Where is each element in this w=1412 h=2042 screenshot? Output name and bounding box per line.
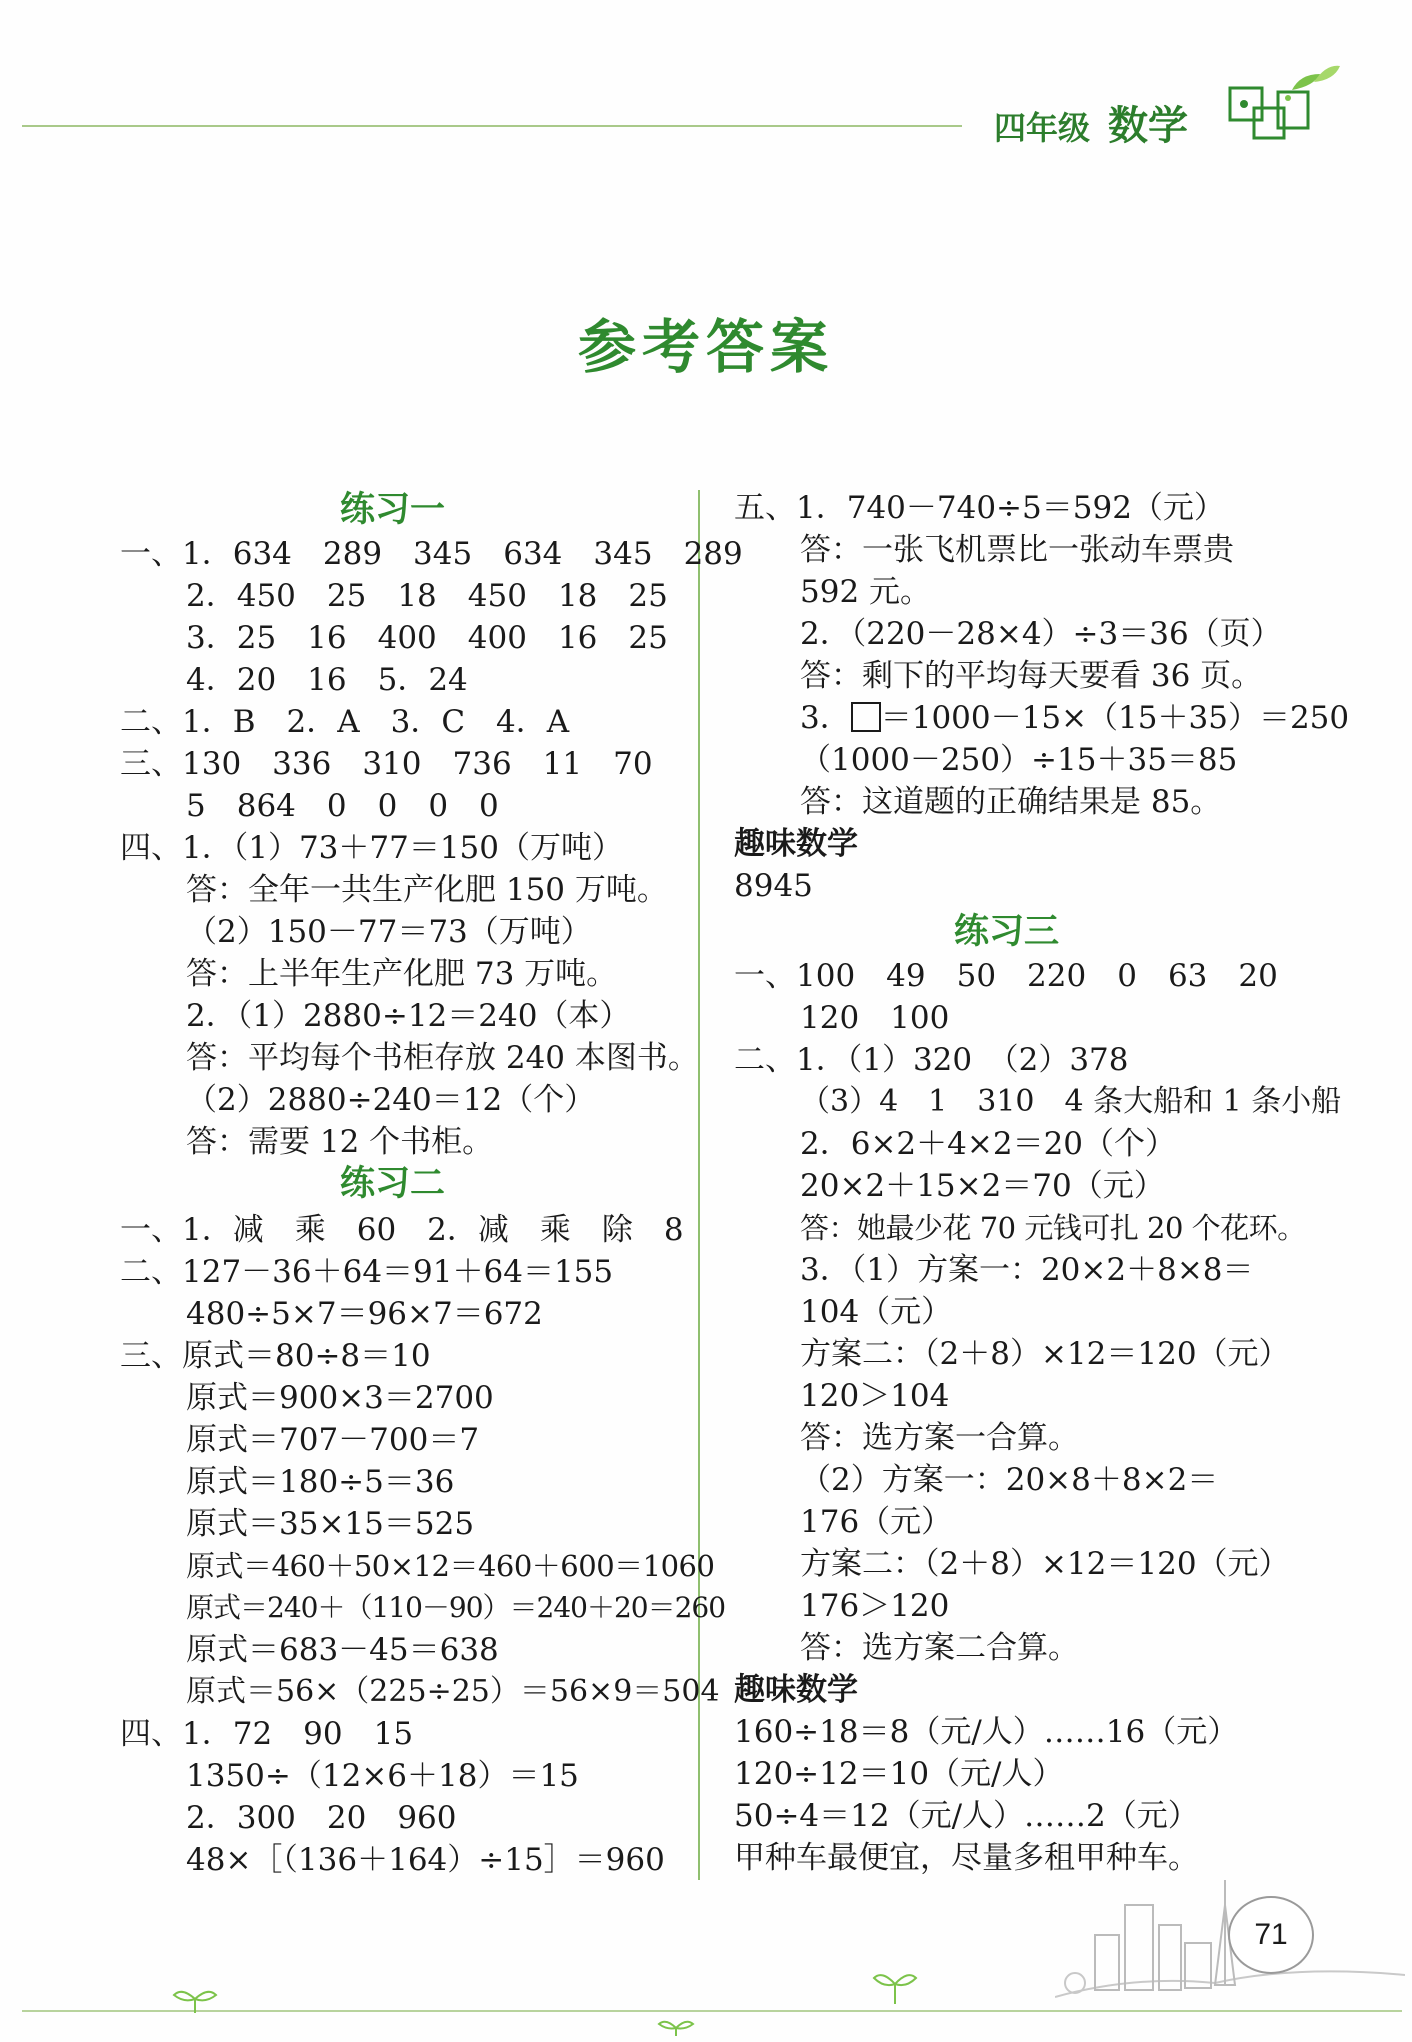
answer-line: 方案二：（2＋8）×12＝120（元） xyxy=(800,1546,1290,1582)
answer-line: 五、1．740－740÷5＝592（元） xyxy=(734,490,1225,526)
answer-line: 50÷4＝12（元/人）……2（元） xyxy=(734,1798,1199,1834)
answer-line: （2）2880÷240＝12（个） xyxy=(186,1082,596,1118)
answer-line: 原式＝180÷5＝36 xyxy=(186,1464,455,1500)
answer-line: 二、127－36＋64＝91＋64＝155 xyxy=(120,1254,614,1290)
grade-label: 四年级 xyxy=(994,109,1091,147)
sprout-icon xyxy=(656,2016,696,2038)
question-number: 3． xyxy=(800,700,851,736)
answer-line: 120＞104 xyxy=(800,1378,950,1414)
equation-text: ＝1000－15×（15＋35）＝250 xyxy=(880,700,1350,736)
answer-line: 592 元。 xyxy=(800,574,932,610)
answer-line: 2．300 20 960 xyxy=(186,1800,457,1836)
answer-line: 答：这道题的正确结果是 85。 xyxy=(800,784,1222,820)
answer-line: 答：一张飞机票比一张动车票贵 xyxy=(800,532,1234,568)
answer-line: （2）150－77＝73（万吨） xyxy=(186,914,592,950)
header-rule xyxy=(22,125,962,127)
answer-line: 1350÷（12×6＋18）＝15 xyxy=(186,1758,579,1794)
answer-line: 一、1．减 乘 60 2．减 乘 除 8 xyxy=(120,1212,684,1248)
answer-line: 答：平均每个书柜存放 240 本图书。 xyxy=(186,1040,699,1076)
answer-line: （1000－250）÷15＋35＝85 xyxy=(800,742,1238,778)
answer-line: （3）4 1 310 4 条大船和 1 条小船 xyxy=(800,1084,1342,1119)
header-label xyxy=(994,94,1188,151)
answer-line: 甲种车最便宜，尽量多租甲种车。 xyxy=(734,1840,1199,1876)
answer-line: 答：选方案二合算。 xyxy=(800,1630,1079,1666)
answer-line: 120 100 xyxy=(800,1000,950,1036)
answer-line: 答：剩下的平均每天要看 36 页。 xyxy=(800,658,1263,694)
answer-line: 20×2＋15×2＝70（元） xyxy=(800,1168,1165,1204)
answer-line: 四、1．72 90 15 xyxy=(120,1716,414,1752)
fun-math-title: 趣味数学 xyxy=(734,826,858,862)
answer-line: 答：上半年生产化肥 73 万吨。 xyxy=(186,956,618,992)
answer-line: 答：选方案一合算。 xyxy=(800,1420,1079,1456)
page-number: 71 xyxy=(1228,1896,1314,1974)
footer-rule xyxy=(22,2010,1402,2012)
answer-line: 2．450 25 18 450 18 25 xyxy=(186,578,668,614)
sprout-icon xyxy=(170,1985,220,2015)
answer-line: 8945 xyxy=(734,868,813,904)
answer-line: 2．6×2＋4×2＝20（个） xyxy=(800,1126,1177,1162)
blank-box-icon xyxy=(851,702,881,732)
header-logo-icon xyxy=(1222,58,1342,148)
answer-line: 方案二：（2＋8）×12＝120（元） xyxy=(800,1336,1290,1372)
answer-line: 176（元） xyxy=(800,1504,953,1540)
answer-line: 四、1．（1）73＋77＝150（万吨） xyxy=(120,830,624,866)
subject-label: 数学 xyxy=(1108,103,1189,149)
answer-line: 原式＝35×15＝525 xyxy=(186,1506,475,1542)
answer-line xyxy=(800,698,1349,738)
answer-line: 3．25 16 400 400 16 25 xyxy=(186,620,668,656)
answer-line: 480÷5×7＝96×7＝672 xyxy=(186,1296,543,1332)
answer-line: 答：全年一共生产化肥 150 万吨。 xyxy=(186,872,668,908)
fun-math-title: 趣味数学 xyxy=(734,1672,858,1708)
answer-line: 答：她最少花 70 元钱可扎 20 个花环。 xyxy=(800,1211,1306,1245)
page-title: 参考答案 xyxy=(577,313,834,381)
answer-line: 三、130 336 310 736 11 70 xyxy=(120,746,653,782)
answer-line: 原式＝460＋50×12＝460＋600＝1060 xyxy=(186,1549,715,1583)
answer-line: 120÷12＝10（元/人） xyxy=(734,1756,1064,1792)
answer-line: 原式＝240＋（110－90）＝240＋20＝260 xyxy=(186,1591,726,1624)
answer-line: 二、1．B 2．A 3．C 4．A xyxy=(120,704,570,740)
sprout-icon xyxy=(870,1966,920,2006)
answer-line: 一、1．634 289 345 634 345 289 xyxy=(120,536,743,572)
answer-line: 三、原式＝80÷8＝10 xyxy=(120,1338,431,1374)
answer-line: 原式＝707－700＝7 xyxy=(186,1422,480,1458)
answer-line: 5 864 0 0 0 0 xyxy=(186,788,499,824)
answer-line: 原式＝900×3＝2700 xyxy=(186,1380,494,1416)
section-title-ex3: 练习三 xyxy=(954,912,1060,952)
answer-line: 原式＝56×（225÷25）＝56×9＝504 xyxy=(186,1674,720,1709)
answer-line: 104（元） xyxy=(800,1294,953,1330)
answer-line: 3．（1）方案一：20×2＋8×8＝ xyxy=(800,1252,1254,1288)
answer-line: 答：需要 12 个书柜。 xyxy=(186,1124,494,1160)
answer-line: 4．20 16 5．24 xyxy=(186,662,468,698)
answer-line: （2）方案一：20×8＋8×2＝ xyxy=(800,1462,1219,1498)
answer-line: 176＞120 xyxy=(800,1588,950,1624)
answer-line: 2．（1）2880÷12＝240（本） xyxy=(186,998,631,1034)
answer-line: 160÷18＝8（元/人）……16（元） xyxy=(734,1714,1239,1750)
section-title-ex1: 练习一 xyxy=(340,490,446,530)
answer-line: 2．（220－28×4）÷3＝36（页） xyxy=(800,616,1282,652)
answer-line: 48×［（136＋164）÷15］＝960 xyxy=(186,1842,665,1878)
answer-line: 原式＝683－45＝638 xyxy=(186,1632,499,1668)
answer-line: 二、1．（1）320 （2）378 xyxy=(734,1042,1129,1078)
section-title-ex2: 练习二 xyxy=(340,1164,446,1204)
answer-line: 一、100 49 50 220 0 63 20 xyxy=(734,958,1278,994)
